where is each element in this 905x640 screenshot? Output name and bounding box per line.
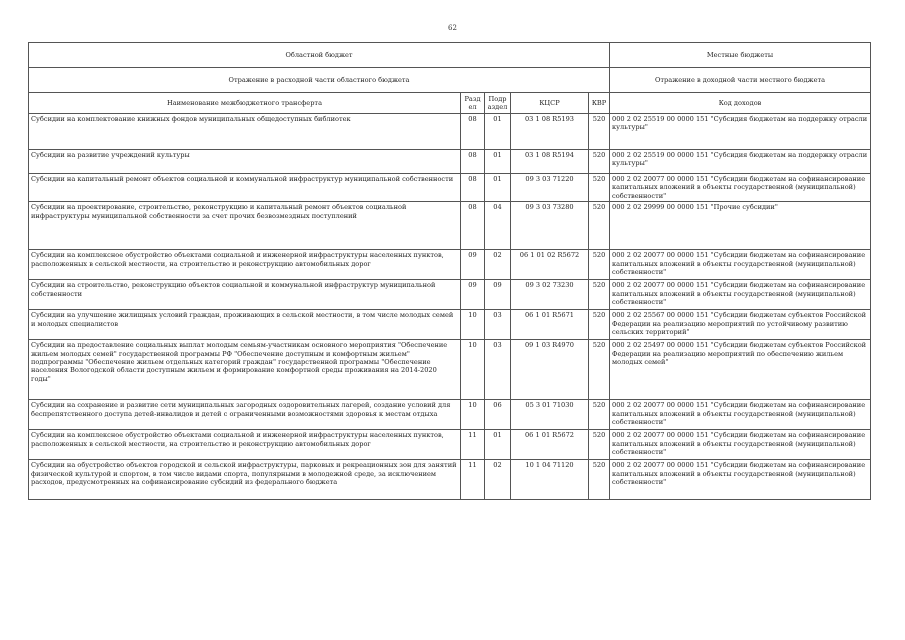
regional-budget-header: Областной бюджет — [29, 43, 610, 68]
table-row — [29, 280, 871, 310]
col-header-section: Раздел — [461, 93, 485, 114]
transfer-name-cell: Субсидии на сохранение и развитие сети муниципальных загородных оздоровительных лагерей, создание условий для беспрепятственного доступа детей-инвалидов и детей с ограниченными возможностями здоровья к местам отдыха — [29, 400, 461, 430]
kvr-code-cell: 520 — [589, 340, 610, 400]
income-code-cell: 000 2 02 20077 00 0000 151 "Субсидии бюджетам на софинансирование капитальных вложений в объекты государственной (муниципальной) собственности" — [610, 460, 871, 500]
section-code-cell: 08 — [461, 174, 485, 202]
subsection-code-cell: 01 — [485, 174, 511, 202]
table-row — [29, 250, 871, 280]
transfer-name-cell: Субсидии на обустройство объектов городской и сельской инфраструктуры, парковых и рекреационных зон для занятий физической культурой и спортом, в том числе видами спорта, популярными в молодежной среде, за исключением расходов, предусмотренных на софинансирование субсидий из федерального бюджета — [29, 460, 461, 500]
income-code-cell: 000 2 02 20077 00 0000 151 "Субсидии бюджетам на софинансирование капитальных вложений в объекты государственной (муниципальной) собственности" — [610, 280, 871, 310]
col-header-kvr: КВР — [589, 93, 610, 114]
col-header-subsection: Подраздел — [485, 93, 511, 114]
subsection-code-cell: 01 — [485, 430, 511, 460]
kvr-code-cell: 520 — [589, 202, 610, 250]
subsection-code-cell: 09 — [485, 280, 511, 310]
income-code-cell: 000 2 02 20077 00 0000 151 "Субсидии бюджетам на софинансирование капитальных вложений в объекты государственной (муниципальной) собственности" — [610, 400, 871, 430]
kcsr-code-cell: 06 1 01 R5671 — [511, 310, 589, 340]
local-budgets-header: Местные бюджеты — [610, 43, 871, 68]
subsection-code-cell: 02 — [485, 460, 511, 500]
subsection-code-cell: 03 — [485, 310, 511, 340]
kvr-code-cell: 520 — [589, 174, 610, 202]
kvr-code-cell: 520 — [589, 114, 610, 150]
transfer-name-cell: Субсидии на улучшение жилищных условий граждан, проживающих в сельской местности, в том числе молодых семей и молодых специалистов — [29, 310, 461, 340]
kcsr-code-cell: 06 1 01 02 R5672 — [511, 250, 589, 280]
subsection-code-cell: 01 — [485, 150, 511, 174]
col-header-income-code: Код доходов — [610, 93, 871, 114]
income-code-cell: 000 2 02 20077 00 0000 151 "Субсидии бюджетам на софинансирование капитальных вложений в объекты государственной (муниципальной) собственности" — [610, 430, 871, 460]
subsection-code-cell: 06 — [485, 400, 511, 430]
page-number: 62 — [448, 24, 457, 32]
section-code-cell: 08 — [461, 202, 485, 250]
table-row — [29, 150, 871, 174]
kcsr-code-cell: 09 3 02 73230 — [511, 280, 589, 310]
table-row — [29, 430, 871, 460]
col-header-kcsr: КЦСР — [511, 93, 589, 114]
table-row — [29, 174, 871, 202]
transfer-name-cell: Субсидии на развитие учреждений культуры — [29, 150, 461, 174]
subsection-code-cell: 03 — [485, 340, 511, 400]
income-code-cell: 000 2 02 20077 00 0000 151 "Субсидии бюджетам на софинансирование капитальных вложений в объекты государственной (муниципальной) собственности" — [610, 174, 871, 202]
table-row — [29, 400, 871, 430]
section-code-cell: 11 — [461, 460, 485, 500]
kvr-code-cell: 520 — [589, 150, 610, 174]
section-code-cell: 11 — [461, 430, 485, 460]
transfer-name-cell: Субсидии на капитальный ремонт объектов социальной и коммунальной инфраструктур муниципальной собственности — [29, 174, 461, 202]
kvr-code-cell: 520 — [589, 400, 610, 430]
income-code-cell: 000 2 02 25497 00 0000 151 "Субсидии бюджетам субъектов Российской Федерации на реализацию мероприятий по обеспечению жильем молодых семей" — [610, 340, 871, 400]
transfer-name-cell: Субсидии на строительство, реконструкцию объектов социальной и коммунальной инфраструктур муниципальной собственности — [29, 280, 461, 310]
kcsr-code-cell: 03 1 08 R5193 — [511, 114, 589, 150]
kvr-code-cell: 520 — [589, 460, 610, 500]
col-header-name: Наименование межбюджетного трансферта — [29, 93, 461, 114]
transfer-name-cell: Субсидии на проектирование, строительство, реконструкцию и капитальный ремонт объектов социальной инфраструктуры муниципальной собственности за счет прочих безвозмездных поступлений — [29, 202, 461, 250]
kvr-code-cell: 520 — [589, 250, 610, 280]
table-row — [29, 340, 871, 400]
kvr-code-cell: 520 — [589, 280, 610, 310]
kcsr-code-cell: 03 1 08 R5194 — [511, 150, 589, 174]
table-row — [29, 460, 871, 500]
transfer-table — [28, 42, 871, 500]
transfer-name-cell: Субсидии на комплексное обустройство объектами социальной и инженерной инфраструктуры населенных пунктов, расположенных в сельской местности, на строительство и реконструкцию автомобильных дорог — [29, 430, 461, 460]
kvr-code-cell: 520 — [589, 430, 610, 460]
income-code-cell: 000 2 02 25519 00 0000 151 "Субсидия бюджетам на поддержку отрасли культуры" — [610, 150, 871, 174]
subsection-code-cell: 02 — [485, 250, 511, 280]
kcsr-code-cell: 10 1 04 71120 — [511, 460, 589, 500]
section-code-cell: 09 — [461, 280, 485, 310]
income-code-cell: 000 2 02 20077 00 0000 151 "Субсидии бюджетам на софинансирование капитальных вложений в объекты государственной (муниципальной) собственности" — [610, 250, 871, 280]
transfer-name-cell: Субсидии на комплектование книжных фондов муниципальных общедоступных библиотек — [29, 114, 461, 150]
section-code-cell: 10 — [461, 310, 485, 340]
section-code-cell: 10 — [461, 400, 485, 430]
income-code-cell: 000 2 02 25519 00 0000 151 "Субсидия бюджетам на поддержку отрасли культуры" — [610, 114, 871, 150]
section-code-cell: 09 — [461, 250, 485, 280]
income-code-cell: 000 2 02 25567 00 0000 151 "Субсидии бюджетам субъектов Российской Федерации на реализацию мероприятий по устойчивому развитию сельских территорий" — [610, 310, 871, 340]
section-code-cell: 08 — [461, 114, 485, 150]
transfer-name-cell: Субсидии на предоставление социальных выплат молодым семьям-участникам основного мероприятия "Обеспечение жильем молодых семей" государственной программы РФ "Обеспечение доступным и комфортным жильем" подпрограммы "Обеспечение жильем отдельных категорий граждан" государственной программы "Обеспечение населения Вологодской области доступным жильем и формирование комфортной среды проживания на 2014-2020 годы" — [29, 340, 461, 400]
transfer-name-cell: Субсидии на комплексное обустройство объектами социальной и инженерной инфраструктуры населенных пунктов, расположенных в сельской местности, на строительство и реконструкцию автомобильных дорог — [29, 250, 461, 280]
kcsr-code-cell: 05 3 01 71030 — [511, 400, 589, 430]
subsection-code-cell: 01 — [485, 114, 511, 150]
table-row — [29, 202, 871, 250]
section-code-cell: 10 — [461, 340, 485, 400]
expense-side-header: Отражение в расходной части областного бюджета — [29, 68, 610, 93]
subsection-code-cell: 04 — [485, 202, 511, 250]
kcsr-code-cell: 09 3 03 71220 — [511, 174, 589, 202]
kvr-code-cell: 520 — [589, 310, 610, 340]
income-code-cell: 000 2 02 29999 00 0000 151 "Прочие субсидии" — [610, 202, 871, 250]
kcsr-code-cell: 09 1 03 R4970 — [511, 340, 589, 400]
kcsr-code-cell: 09 3 03 73280 — [511, 202, 589, 250]
income-side-header: Отражение в доходной части местного бюджета — [610, 68, 871, 93]
table-row — [29, 310, 871, 340]
kcsr-code-cell: 06 1 01 R5672 — [511, 430, 589, 460]
section-code-cell: 08 — [461, 150, 485, 174]
table-row — [29, 114, 871, 150]
